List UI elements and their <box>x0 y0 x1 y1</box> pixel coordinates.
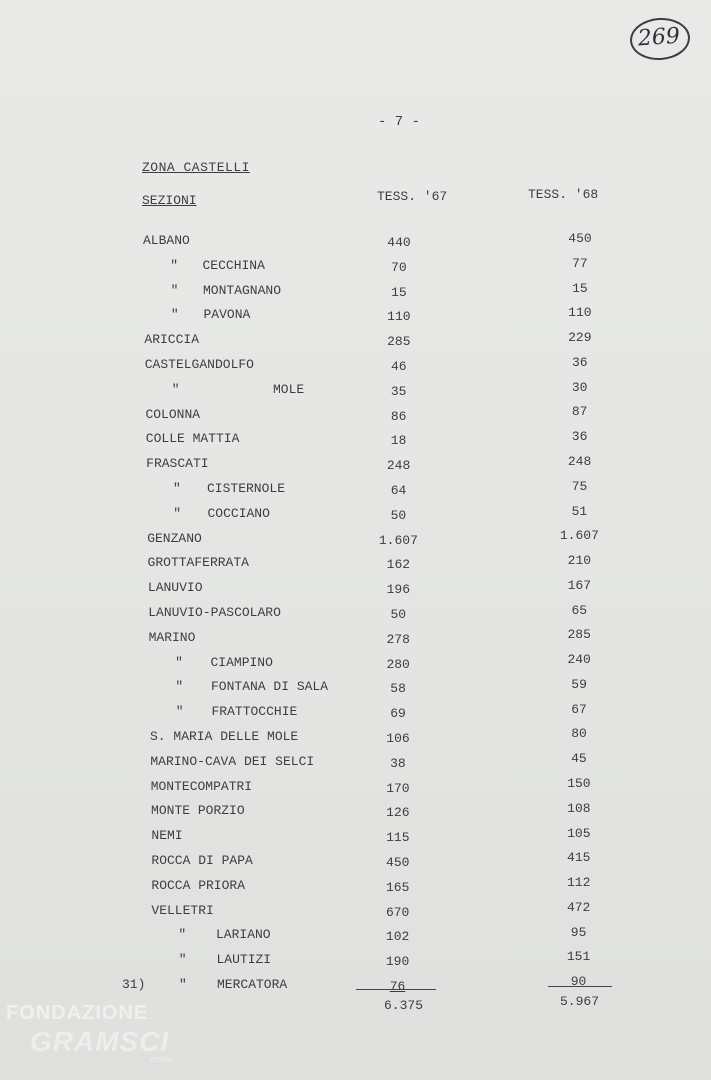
tess-68-value: 108 <box>567 800 591 816</box>
ditto-mark: " <box>171 381 180 397</box>
subsection-name: MERCATORA <box>217 977 288 992</box>
subsection-name: CIAMPINO <box>210 654 273 670</box>
table-row <box>0 974 711 999</box>
tess-68-value: 15 <box>572 280 588 296</box>
total-68: 5.967 <box>560 994 600 1009</box>
subsection-name: PAVONA <box>203 307 251 323</box>
tess-68-value: 36 <box>571 429 588 445</box>
table-row <box>0 652 711 677</box>
tess-68-value: 87 <box>571 404 588 420</box>
ditto-mark: " <box>175 654 183 670</box>
zone-title: ZONA CASTELLI <box>142 160 250 175</box>
section-name: GENZANO <box>147 530 202 546</box>
ditto-mark: " <box>178 927 187 943</box>
total-67: 6.375 <box>384 998 424 1013</box>
tess-67-value: 86 <box>390 408 407 424</box>
subsection-name: LAUTIZI <box>216 952 272 968</box>
ditto-mark: " <box>175 679 184 695</box>
tess-68-value: 67 <box>571 701 587 717</box>
table-row <box>0 233 711 255</box>
tess-68-value: 151 <box>566 949 591 965</box>
subsection-name: MOLE <box>273 381 305 397</box>
tess-68-value: 80 <box>571 726 587 742</box>
tess-67-value: 440 <box>387 235 411 250</box>
table-row <box>0 875 711 900</box>
header-sections: SEZIONI <box>142 193 197 208</box>
table-row <box>0 280 711 305</box>
section-name: MONTECOMPATRI <box>150 778 253 794</box>
tess-68-value: 450 <box>568 231 592 246</box>
ditto-mark: " <box>173 481 181 496</box>
total-rule-68 <box>548 986 612 987</box>
table-row <box>0 453 711 478</box>
table-row <box>0 478 711 503</box>
section-name: COLLE MATTIA <box>145 431 240 447</box>
tess-68-value: 229 <box>568 330 592 346</box>
subsection-name: CECCHINA <box>202 257 265 273</box>
ditto-mark: " <box>173 505 182 521</box>
watermark-line3: onlus <box>150 1054 172 1064</box>
section-name: ARICCIA <box>144 332 199 348</box>
tess-67-value: 196 <box>386 582 410 598</box>
tess-67-value: 70 <box>391 259 407 275</box>
tess-68-value: 90 <box>570 974 587 990</box>
tess-67-value: 278 <box>386 631 410 647</box>
row-count-note: 31) <box>122 977 146 992</box>
table-row <box>0 776 711 801</box>
tess-68-value: 51 <box>571 503 588 519</box>
tess-67-value: 50 <box>390 507 407 523</box>
header-tess-67: TESS. '67 <box>377 189 448 204</box>
table-row <box>0 555 711 577</box>
tess-67-value: 162 <box>386 557 411 573</box>
tess-67-value: 58 <box>390 681 406 697</box>
page-number: - 7 - <box>378 114 421 130</box>
table-row <box>0 924 711 949</box>
tess-68-value: 65 <box>571 602 588 618</box>
tess-68-value: 240 <box>567 652 591 668</box>
watermark-line2: GRAMSCI <box>30 1026 170 1057</box>
table-row <box>0 577 711 602</box>
table-row <box>0 431 711 453</box>
tess-68-value: 210 <box>567 553 592 569</box>
tess-67-value: 106 <box>386 731 410 746</box>
ditto-mark: " <box>175 704 184 720</box>
tess-68-value: 45 <box>571 751 587 767</box>
handwritten-number-text: 269 <box>637 23 681 52</box>
table-row <box>0 404 711 429</box>
table-row <box>0 255 711 280</box>
table-row <box>0 850 711 875</box>
section-name: LANUVIO-PASCOLARO <box>148 605 281 620</box>
table-row <box>0 825 711 850</box>
subsection-name: COCCIANO <box>207 505 270 521</box>
table-row <box>0 379 711 404</box>
tess-67-value: 15 <box>391 284 407 300</box>
subsection-name: LARIANO <box>216 927 271 943</box>
table-row <box>0 332 711 354</box>
tess-67-value: 126 <box>386 805 410 821</box>
table-row <box>0 701 711 726</box>
tess-67-value: 110 <box>387 309 411 325</box>
tess-68-value: 36 <box>571 354 588 370</box>
header-tess-68: TESS. '68 <box>528 187 599 202</box>
section-name: ALBANO <box>143 233 190 248</box>
ditto-mark: " <box>170 307 179 323</box>
table-row <box>0 949 711 974</box>
tess-68-value: 59 <box>571 676 587 692</box>
tess-68-value: 285 <box>567 627 591 643</box>
tess-68-value: 150 <box>567 776 591 791</box>
section-name: LANUVIO <box>147 580 203 596</box>
tess-67-value: 69 <box>390 706 406 722</box>
tess-68-value: 110 <box>568 305 592 321</box>
tess-67-value: 670 <box>385 904 410 920</box>
tess-68-value: 472 <box>566 899 591 915</box>
tess-67-value: 190 <box>385 954 410 970</box>
tess-67-value: 1.607 <box>378 532 418 548</box>
section-name: MARINO-CAVA DEI SELCI <box>150 753 315 769</box>
tess-68-value: 105 <box>567 825 591 841</box>
tess-67-value: 285 <box>387 334 411 350</box>
table-row <box>0 602 711 627</box>
section-name: ROCCA PRIORA <box>151 877 246 893</box>
tess-68-value: 415 <box>567 850 591 866</box>
section-name: VELLETRI <box>151 902 214 918</box>
tess-68-value: 30 <box>571 379 588 395</box>
tess-67-value: 165 <box>385 879 410 895</box>
tess-67-value: 115 <box>386 830 410 846</box>
tess-68-value: 248 <box>567 453 592 469</box>
tess-67-value: 38 <box>390 755 406 771</box>
section-name: FRASCATI <box>146 456 209 472</box>
tess-67-value: 170 <box>386 780 410 796</box>
tess-67-value: 46 <box>390 359 407 374</box>
table-row <box>0 307 711 329</box>
table-row <box>0 726 711 751</box>
section-name: MONTE PORZIO <box>151 803 245 819</box>
section-name: NEMI <box>151 828 183 844</box>
subsection-name: FRATTOCCHIE <box>211 704 298 720</box>
tess-68-value: 1.607 <box>559 528 599 544</box>
watermark-line1: FONDAZIONE <box>6 1002 149 1024</box>
tess-67-value: 35 <box>390 383 407 399</box>
tess-67-value: 50 <box>390 607 407 622</box>
tess-67-value: 18 <box>390 433 407 449</box>
table-row <box>0 354 711 379</box>
section-name: CASTELGANDOLFO <box>144 357 254 372</box>
ditto-mark: " <box>178 952 187 968</box>
subsection-name: CISTERNOLE <box>207 481 286 496</box>
table-row <box>0 800 711 825</box>
table-row <box>0 899 711 925</box>
ditto-mark: " <box>170 282 179 298</box>
tess-68-value: 95 <box>570 924 587 940</box>
section-name: GROTTAFERRATA <box>147 555 249 571</box>
tess-68-value: 77 <box>572 255 588 271</box>
table-row <box>0 751 711 776</box>
total-rule-67 <box>356 989 436 990</box>
subsection-name: MONTAGNANO <box>203 282 282 298</box>
tess-68-value: 112 <box>566 875 591 891</box>
section-name: MARINO <box>148 629 196 645</box>
tess-67-value: 280 <box>386 656 410 672</box>
tess-67-value: 248 <box>386 458 411 474</box>
tess-68-value: 75 <box>571 478 588 494</box>
table-row <box>0 503 711 528</box>
tess-67-value: 102 <box>385 929 410 945</box>
tess-67-value: 76 <box>389 979 406 994</box>
tess-67-value: 450 <box>386 855 410 870</box>
handwritten-page-number <box>629 16 692 62</box>
tess-68-value: 167 <box>567 577 591 593</box>
section-name: COLONNA <box>145 406 201 422</box>
section-name: ROCCA DI PAPA <box>151 853 253 868</box>
section-name: S. MARIA DELLE MOLE <box>150 729 299 744</box>
table-row <box>0 627 711 652</box>
table-row <box>0 528 711 553</box>
tess-67-value: 64 <box>390 483 407 498</box>
table-row <box>0 676 711 701</box>
ditto-mark: " <box>179 977 187 992</box>
ditto-mark: " <box>170 257 179 273</box>
subsection-name: FONTANA DI SALA <box>211 679 329 695</box>
